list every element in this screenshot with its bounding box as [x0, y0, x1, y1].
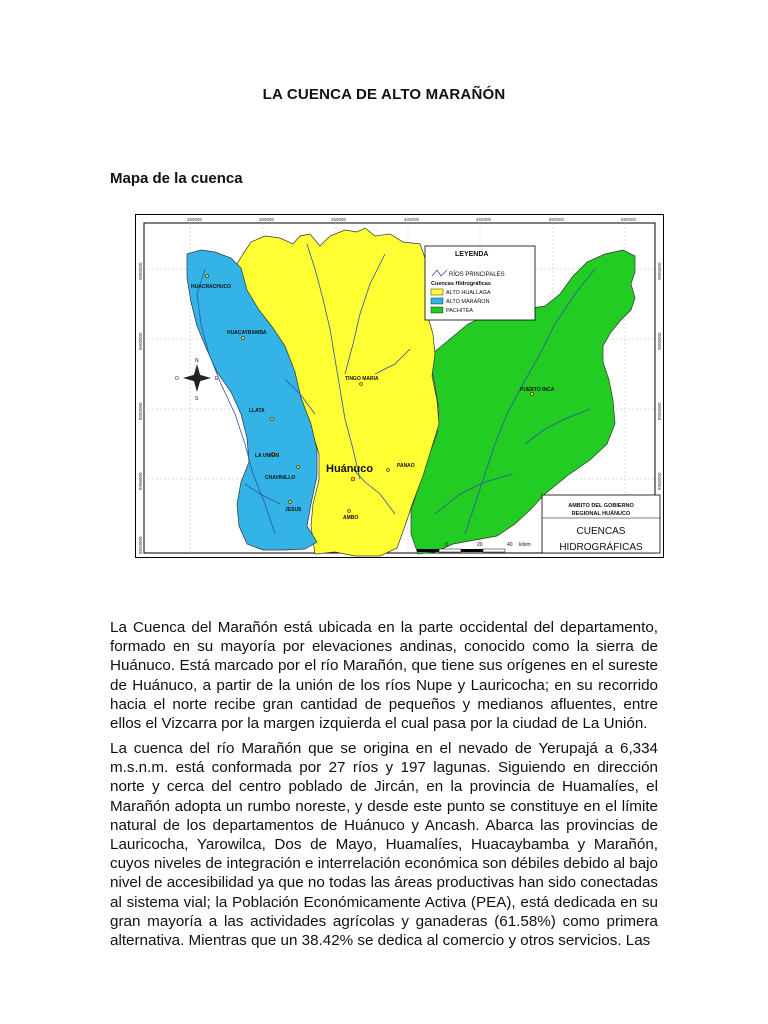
tick-right-4: 8900000 — [657, 472, 662, 490]
legend-rivers-label: RÍOS PRINCIPALES — [449, 272, 505, 278]
tick-top-3: 350000 — [331, 217, 347, 222]
section-heading: Mapa de la cuenca — [110, 170, 243, 187]
title-box-line3: CUENCAS — [576, 526, 626, 537]
town-marker-llata — [270, 417, 273, 420]
tick-top-2: 300000 — [259, 217, 275, 222]
tick-right-3: 8950000 — [657, 402, 662, 420]
tick-top-1: 250000 — [187, 217, 203, 222]
scale-label-0: 0 — [445, 542, 448, 548]
tick-top-7: 550000 — [621, 217, 637, 222]
legend-swatch-alto-huallaga — [431, 289, 443, 295]
tick-top-5: 450000 — [476, 217, 492, 222]
place-panao: PANAO — [397, 463, 415, 469]
scale-label-40: 40 — [507, 542, 513, 548]
legend-label-pachitea: PACHITEA — [446, 308, 474, 314]
legend-basins-heading: Cuencas Hidrográficas — [431, 281, 491, 287]
place-llata: LLATA — [249, 408, 265, 414]
compass-n: N — [195, 358, 199, 364]
legend-label-alto-maranon: ALTO MARAÑON — [446, 299, 490, 305]
tick-left-5: 8850000 — [138, 536, 143, 554]
place-la-union: LA UNION — [255, 453, 279, 459]
scale-label-20: 20 — [477, 542, 483, 548]
place-jesus: JESUS — [285, 507, 302, 513]
map-legend — [425, 246, 535, 320]
town-marker-jesus — [288, 500, 291, 503]
legend-label-alto-huallaga: ALTO HUALLAGA — [446, 290, 491, 296]
place-puerto-inca: PUERTO INCA — [520, 387, 555, 393]
town-marker-huanuco — [351, 477, 355, 481]
compass-e: E — [215, 376, 219, 382]
title-box-line1: AMBITO DEL GOBIERNO — [568, 503, 634, 509]
tick-left-4: 8900000 — [138, 472, 143, 490]
tick-left-1: 9050000 — [138, 262, 143, 280]
tick-top-4: 400000 — [404, 217, 420, 222]
town-marker-ambo — [347, 509, 350, 512]
paragraph-2: La cuenca del río Marañón que se origina en el nevado de Yerupajá a 6,334 m.s.n.m. está conformada por 27 ríos y 197 lagunas. Siguiendo en dirección norte y cerca del centro poblado de Jircán, en la provincia de Huamalíes, el Marañón adopta un rumbo noreste, y desde este punto se constituye en el límite natural de los departamentos de Huánuco y Ancash. Abarca las provincias de Lauricocha, Yarowilca, Dos de Mayo, Huamalíes, Huacaybamba y Marañón, cuyos niveles de integración e interrelación económica son débiles debido al bajo nivel de accesibilidad ya que no todas las áreas productivas han sido conectadas al sistema vial; la Población Económicamente Activa (PEA), está dedicada en su gran mayoría a las actividades agrícolas y ganaderas (61.58%) como primera alternativa. Mientras que un 38.42% se dedica al comercio y otros servicios. Las — [110, 740, 658, 950]
town-marker-tingo-maria — [359, 382, 362, 385]
place-chavinillo: CHAVINILLO — [265, 475, 296, 481]
legend-title: LEYENDA — [455, 251, 489, 258]
town-marker-huacrachuco — [205, 274, 208, 277]
town-marker-chavinillo — [296, 465, 299, 468]
place-huacrachuco: HUACRACHUCO — [191, 284, 231, 290]
tick-right-1: 9050000 — [657, 262, 662, 280]
legend-swatch-alto-maranon — [431, 298, 443, 304]
compass-s: S — [195, 396, 199, 402]
scale-unit: kilom — [519, 542, 531, 548]
legend-swatch-pachitea — [431, 307, 443, 313]
place-huanuco: Huánuco — [326, 463, 374, 475]
town-marker-panao — [386, 468, 389, 471]
tick-right-2: 9000000 — [657, 332, 662, 350]
paragraph-1: La Cuenca del Marañón está ubicada en la parte occidental del departamento, formado en su mayoría por elevaciones andinas, conocido como la sierra de Huánuco. Está marcado por el río Marañón, que tiene sus orígenes en el sureste de Huánuco, a partir de la unión de los ríos Nupe y Lauricocha; en su recorrido hacia el norte recibe gran cantidad de pequeños y medianos afluentes, entre ellos el Vizcarra por la margen izquierda el cual pasa por la ciudad de La Unión. — [110, 619, 658, 733]
map-title-box — [542, 495, 660, 553]
basin-map — [135, 214, 664, 558]
title-box-line4: HIDROGRÁFICAS — [559, 542, 643, 553]
place-tingo-maria: TINGO MARIA — [345, 376, 379, 382]
tick-top-6: 500000 — [549, 217, 565, 222]
page-title: LA CUENCA DE ALTO MARAÑÓN — [262, 86, 506, 103]
place-ambo: AMBO — [343, 515, 359, 521]
tick-left-2: 9000000 — [138, 332, 143, 350]
town-marker-huacaybamba — [241, 336, 244, 339]
compass-o: O — [175, 376, 179, 382]
title-box-line2: REGIONAL HUÁNUCO — [571, 511, 631, 517]
place-huacaybamba: HUACAYBAMBA — [227, 330, 267, 336]
tick-left-3: 8950000 — [138, 402, 143, 420]
